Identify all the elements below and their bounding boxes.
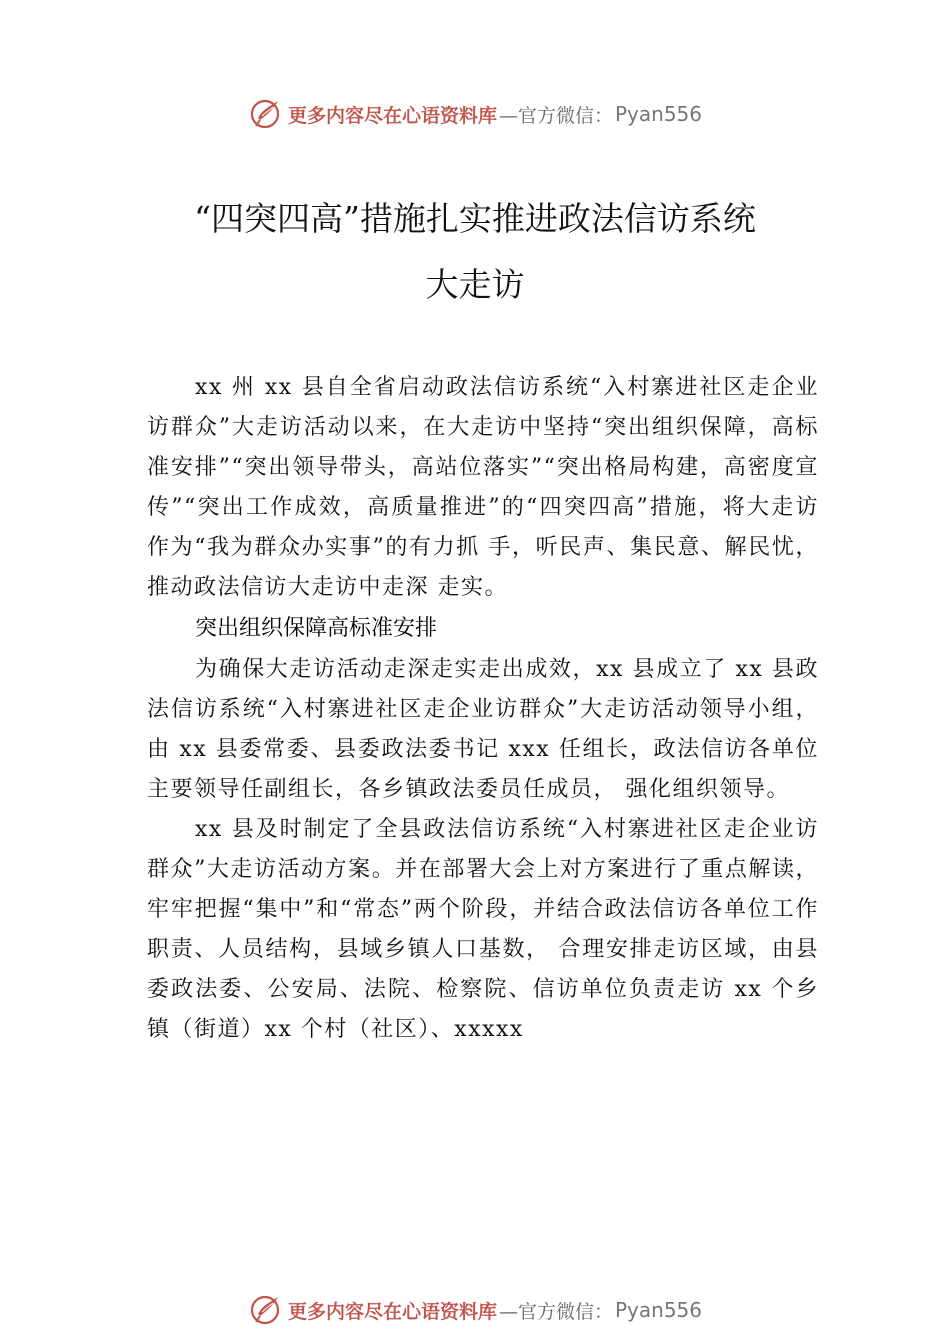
document-body xyxy=(147,368,819,1050)
banner-red-text: 更多内容尽在心语资料库 xyxy=(287,104,497,127)
section-paragraph-1: 为确保大走访活动走深走实走出成效，xx 县成立了 xx 县政法信访系统“入村寨进社区走企业访群众”大走访活动领导小组，由 xx 县委常委、县委政法委书记 xxx 任组长，政法信访各单位主要领导任副组长，各乡镇政法委员任成员， 强化组织领导。 xyxy=(147,657,819,802)
banner-red-text: 更多内容尽在心语资料库 xyxy=(287,1300,497,1323)
banner-gray-text: —官方微信： xyxy=(498,104,613,127)
quill-heart-logo-icon xyxy=(248,96,284,132)
section-paragraph-2: xx 县及时制定了全县政法信访系统“入村寨进社区走企业访群众”大走访活动方案。并在部署大会上对方案进行了重点解读，牢牢把握“集中”和“常态”两个阶段，并结合政法信访各单位工作职责、人员结构，县域乡镇人口基数， 合理安排走访区域，由县委政法委、公安局、法院、检察院、信访单位负责走访 xx 个乡镇（街道）xx 个村（社区）、xxxxx xyxy=(147,817,819,1042)
header-watermark-banner xyxy=(0,94,950,134)
section-heading: 突出组织保障高标准安排 xyxy=(195,616,438,641)
title-line-1: “四突四高”措施扎实推进政法信访系统 xyxy=(194,199,756,238)
banner-wechat-id: Pyan556 xyxy=(615,102,703,126)
quill-heart-logo-icon xyxy=(248,1292,284,1328)
banner-wechat-id: Pyan556 xyxy=(615,1298,703,1322)
document-title xyxy=(0,186,950,318)
banner-gray-text: —官方微信： xyxy=(498,1300,613,1323)
title-line-2: 大走访 xyxy=(425,265,525,304)
footer-watermark-banner xyxy=(0,1290,950,1330)
intro-paragraph: xx 州 xx 县自全省启动政法信访系统“入村寨进社区走企业访群众”大走访活动以来，在大走访中坚持“突出组织保障，高标准安排”“突出领导带头，高站位落实”“突出格局构建，高密度宣传”“突出工作成效，高质量推进”的“四突四高”措施，将大走访作为“我为群众办实事”的有力抓 手，听民声、集民意、解民忧，推动政法信访大走访中走深 走实。 xyxy=(147,375,819,600)
